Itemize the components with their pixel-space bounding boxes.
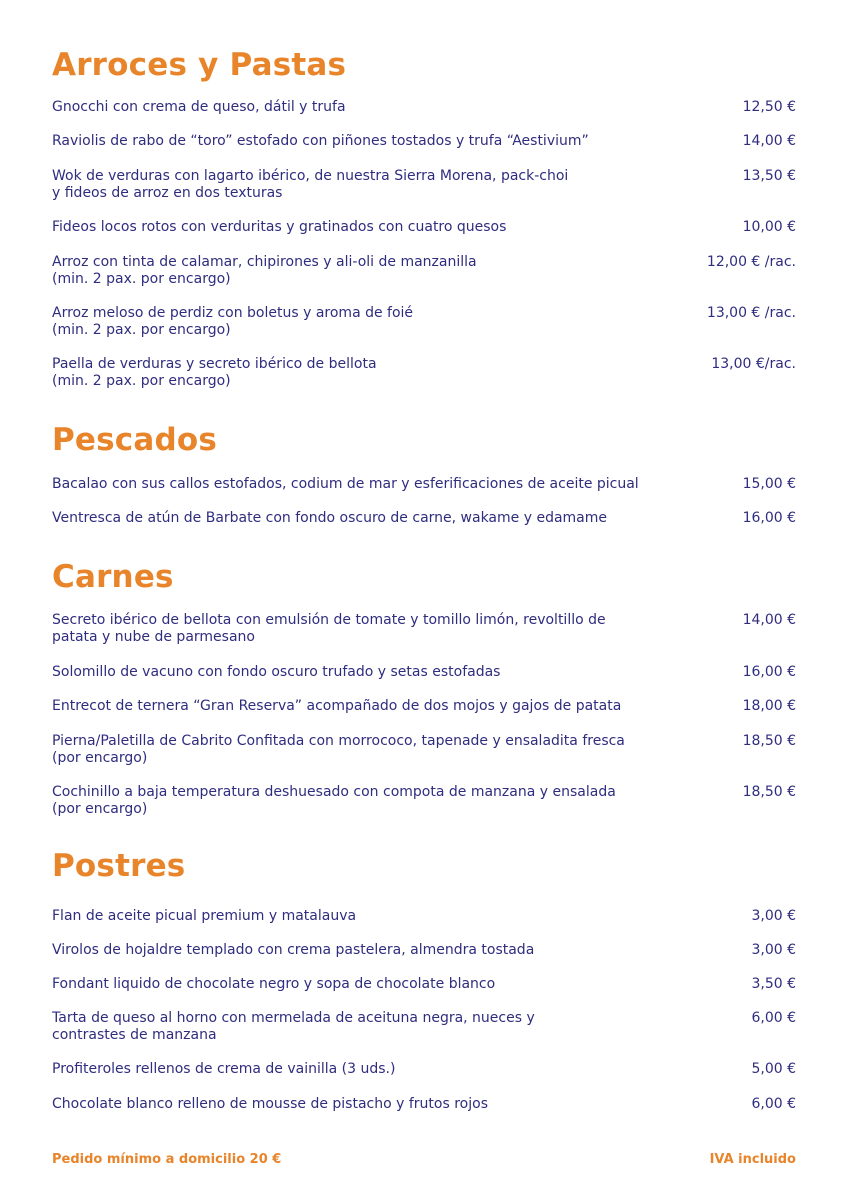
item-description: Solomillo de vacuno con fondo oscuro trufado y setas estofadas [52, 664, 501, 680]
item-price: 12,50 € [742, 99, 796, 115]
menu-item [52, 133, 796, 150]
menu-item [52, 510, 796, 527]
menu-item [52, 733, 796, 767]
menu-item [52, 976, 796, 993]
item-price: 13,50 € [742, 168, 796, 184]
item-price: 14,00 € [742, 612, 796, 628]
item-description: Pierna/Paletilla de Cabrito Confitada con morrococo, tapenade y ensaladita fresca (por encargo) [52, 733, 625, 766]
item-description: Raviolis de rabo de “toro” estofado con piñones tostados y trufa “Aestivium” [52, 133, 589, 149]
item-description: Fideos locos rotos con verduritas y gratinados con cuatro quesos [52, 219, 507, 235]
item-price: 3,00 € [751, 908, 796, 924]
menu-item [52, 784, 796, 818]
item-description: Gnocchi con crema de queso, dátil y trufa [52, 99, 346, 115]
item-description: Flan de aceite picual premium y matalauva [52, 908, 357, 924]
item-description: Secreto ibérico de bellota con emulsión de tomate y tomillo limón, revoltillo de patata y nube de parmesano [52, 612, 606, 645]
item-price: 18,50 € [742, 784, 796, 800]
item-price: 12,00 € /rac. [706, 254, 796, 270]
item-price: 18,00 € [742, 698, 796, 714]
item-description: Fondant liquido de chocolate negro y sopa de chocolate blanco [52, 976, 496, 992]
item-description: Profiteroles rellenos de crema de vainilla (3 uds.) [52, 1061, 396, 1077]
item-price: 3,00 € [751, 942, 796, 958]
section-title-pescados: Pescados [52, 422, 218, 458]
item-price: 16,00 € [742, 510, 796, 526]
menu-item [52, 219, 796, 236]
section-title-carnes: Carnes [52, 559, 174, 595]
item-price: 10,00 € [742, 219, 796, 235]
item-price: 6,00 € [751, 1010, 796, 1026]
item-description: Paella de verduras y secreto ibérico de bellota (min. 2 pax. por encargo) [52, 356, 377, 389]
menu-item [52, 168, 796, 202]
item-description: Cochinillo a baja temperatura deshuesado con compota de manzana y ensalada (por encargo) [52, 784, 616, 817]
item-description: Virolos de hojaldre templado con crema pastelera, almendra tostada [52, 942, 535, 958]
menu-item [52, 908, 796, 925]
section-title-postres: Postres [52, 848, 186, 884]
footer-vat-note: IVA incluido [709, 1152, 796, 1167]
menu-item [52, 305, 796, 339]
item-price: 14,00 € [742, 133, 796, 149]
item-description: Tarta de queso al horno con mermelada de aceituna negra, nueces y contrastes de manzana [52, 1010, 535, 1043]
item-description: Arroz meloso de perdiz con boletus y aroma de foié (min. 2 pax. por encargo) [52, 305, 414, 338]
item-price: 15,00 € [742, 476, 796, 492]
item-price: 16,00 € [742, 664, 796, 680]
item-description: Bacalao con sus callos estofados, codium de mar y esferificaciones de aceite picual [52, 476, 639, 492]
item-price: 13,00 € /rac. [706, 305, 796, 321]
menu-item [52, 664, 796, 681]
menu-item [52, 1096, 796, 1113]
item-description: Arroz con tinta de calamar, chipirones y ali-oli de manzanilla (min. 2 pax. por encargo) [52, 254, 477, 287]
item-price: 5,00 € [751, 1061, 796, 1077]
menu-item [52, 254, 796, 288]
menu-item [52, 476, 796, 493]
menu-item [52, 942, 796, 959]
menu-item [52, 612, 796, 646]
menu-item [52, 356, 796, 390]
footer-minimum-order: Pedido mínimo a domicilio 20 € [52, 1152, 282, 1167]
item-description: Wok de verduras con lagarto ibérico, de nuestra Sierra Morena, pack-choi y fideos de arroz en dos texturas [52, 168, 569, 201]
menu-item [52, 698, 796, 715]
item-price: 3,50 € [751, 976, 796, 992]
menu-item [52, 1061, 796, 1078]
item-description: Ventresca de atún de Barbate con fondo oscuro de carne, wakame y edamame [52, 510, 607, 526]
item-description: Chocolate blanco relleno de mousse de pistacho y frutos rojos [52, 1096, 488, 1112]
item-price: 18,50 € [742, 733, 796, 749]
item-description: Entrecot de ternera “Gran Reserva” acompañado de dos mojos y gajos de patata [52, 698, 622, 714]
menu-item [52, 99, 796, 116]
section-title-arroces: Arroces y Pastas [52, 47, 347, 83]
item-price: 13,00 €/rac. [711, 356, 796, 372]
item-price: 6,00 € [751, 1096, 796, 1112]
menu-item [52, 1010, 796, 1044]
